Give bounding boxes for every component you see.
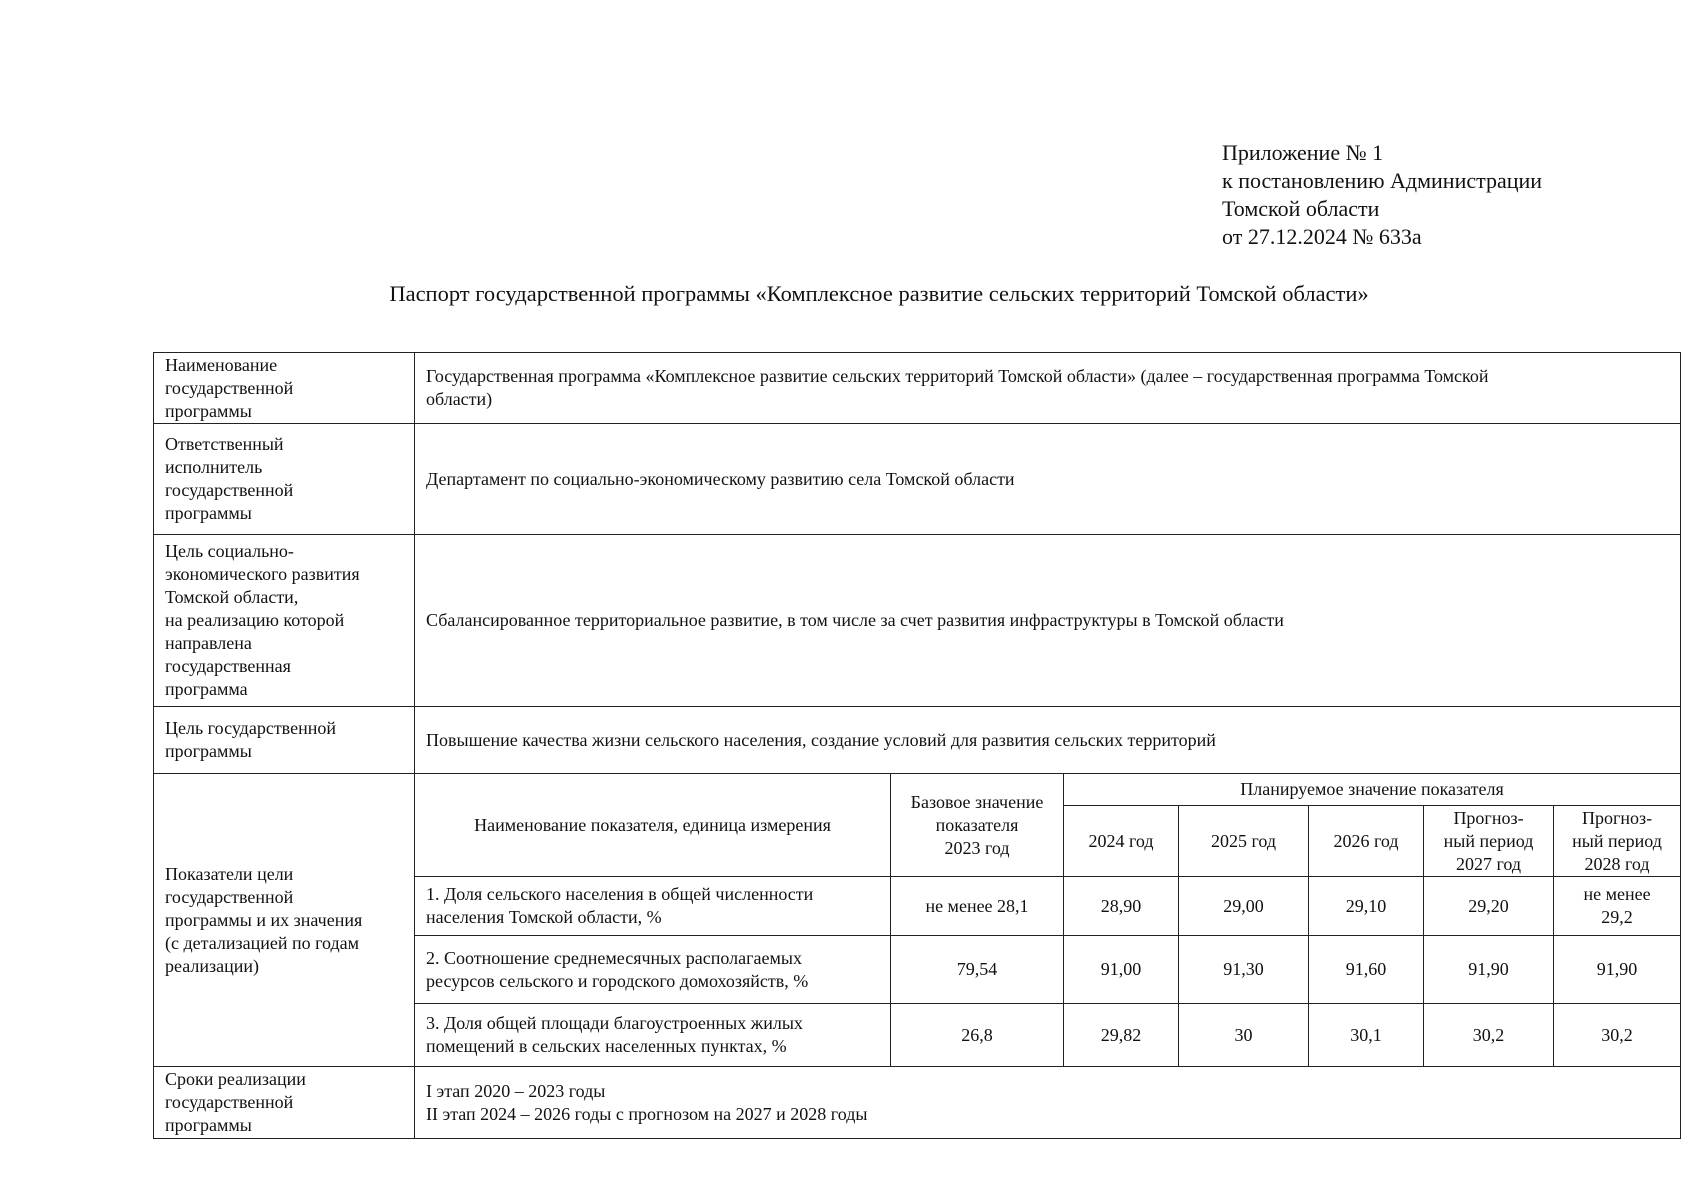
row-value-executor: Департамент по социально-экономическому развитию села Томской области: [415, 424, 1681, 535]
row-label-program-goal: Цель государственной программы: [154, 707, 415, 774]
header-year-2025: 2025 год: [1179, 806, 1309, 877]
indicators-header-row: [154, 774, 1681, 806]
header-year-2024: 2024 год: [1064, 806, 1179, 877]
row-label-program-name: Наименование государственной программы: [154, 353, 415, 424]
row-label-socio-goal: Цель социально- экономического развития Томской области, на реализацию которой направлена государственная программа: [154, 535, 415, 707]
indicator-value-2024: 91,00: [1064, 936, 1179, 1004]
header-year-2026: 2026 год: [1309, 806, 1424, 877]
header-forecast-2028: Прогноз- ный период 2028 год: [1554, 806, 1681, 877]
indicator-value-2028: не менее 29,2: [1554, 877, 1681, 936]
table-row: [154, 424, 1681, 535]
header-forecast-2027: Прогноз- ный период 2027 год: [1424, 806, 1554, 877]
table-row: [154, 535, 1681, 707]
indicator-value-2026: 29,10: [1309, 877, 1424, 936]
appendix-block: [1222, 139, 1542, 251]
row-value-program-name: Государственная программа «Комплексное развитие сельских территорий Томской области» (далее – государственная программа Томской области): [415, 353, 1681, 424]
indicator-value-2027: 29,20: [1424, 877, 1554, 936]
row-value-socio-goal: Сбалансированное территориальное развитие, в том числе за счет развития инфраструктуры в Томской области: [415, 535, 1681, 707]
indicator-value-2024: 28,90: [1064, 877, 1179, 936]
table-row: [154, 353, 1681, 424]
row-value-program-goal: Повышение качества жизни сельского населения, создание условий для развития сельских территорий: [415, 707, 1681, 774]
row-label-indicators: Показатели цели государственной программы и их значения (с детализацией по годам реализации): [154, 774, 415, 1067]
indicator-name: 2. Соотношение среднемесячных располагаемых ресурсов сельского и городского домохозяйств, %: [415, 936, 891, 1004]
header-planned-value: Планируемое значение показателя: [1064, 774, 1681, 806]
header-base-value: Базовое значение показателя 2023 год: [891, 774, 1064, 877]
indicator-name: 3. Доля общей площади благоустроенных жилых помещений в сельских населенных пунктах, %: [415, 1004, 891, 1067]
indicator-value-2025: 30: [1179, 1004, 1309, 1067]
document-title: Паспорт государственной программы «Комплексное развитие сельских территорий Томской области»: [389, 281, 1369, 306]
indicator-base-value: 26,8: [891, 1004, 1064, 1067]
indicator-value-2026: 91,60: [1309, 936, 1424, 1004]
indicator-base-value: не менее 28,1: [891, 877, 1064, 936]
indicator-base-value: 79,54: [891, 936, 1064, 1004]
indicator-value-2028: 91,90: [1554, 936, 1681, 1004]
table-row: [154, 1067, 1681, 1139]
indicator-value-2025: 29,00: [1179, 877, 1309, 936]
appendix-line: от 27.12.2024 № 633а: [1222, 224, 1422, 249]
row-value-terms: I этап 2020 – 2023 годы II этап 2024 – 2026 годы с прогнозом на 2027 и 2028 годы: [415, 1067, 1681, 1139]
table-row: [154, 707, 1681, 774]
indicator-value-2027: 91,90: [1424, 936, 1554, 1004]
passport-table: [153, 352, 1681, 1139]
indicator-name: 1. Доля сельского населения в общей численности населения Томской области, %: [415, 877, 891, 936]
indicator-value-2026: 30,1: [1309, 1004, 1424, 1067]
indicator-value-2024: 29,82: [1064, 1004, 1179, 1067]
header-indicator-name: Наименование показателя, единица измерения: [415, 774, 891, 877]
appendix-line: Приложение № 1: [1222, 140, 1384, 165]
appendix-line: к постановлению Администрации: [1222, 168, 1543, 193]
appendix-line: Томской области: [1222, 196, 1380, 221]
indicator-value-2025: 91,30: [1179, 936, 1309, 1004]
indicator-value-2028: 30,2: [1554, 1004, 1681, 1067]
indicator-value-2027: 30,2: [1424, 1004, 1554, 1067]
row-label-executor: Ответственный исполнитель государственной программы: [154, 424, 415, 535]
row-label-terms: Сроки реализации государственной программы: [154, 1067, 415, 1139]
